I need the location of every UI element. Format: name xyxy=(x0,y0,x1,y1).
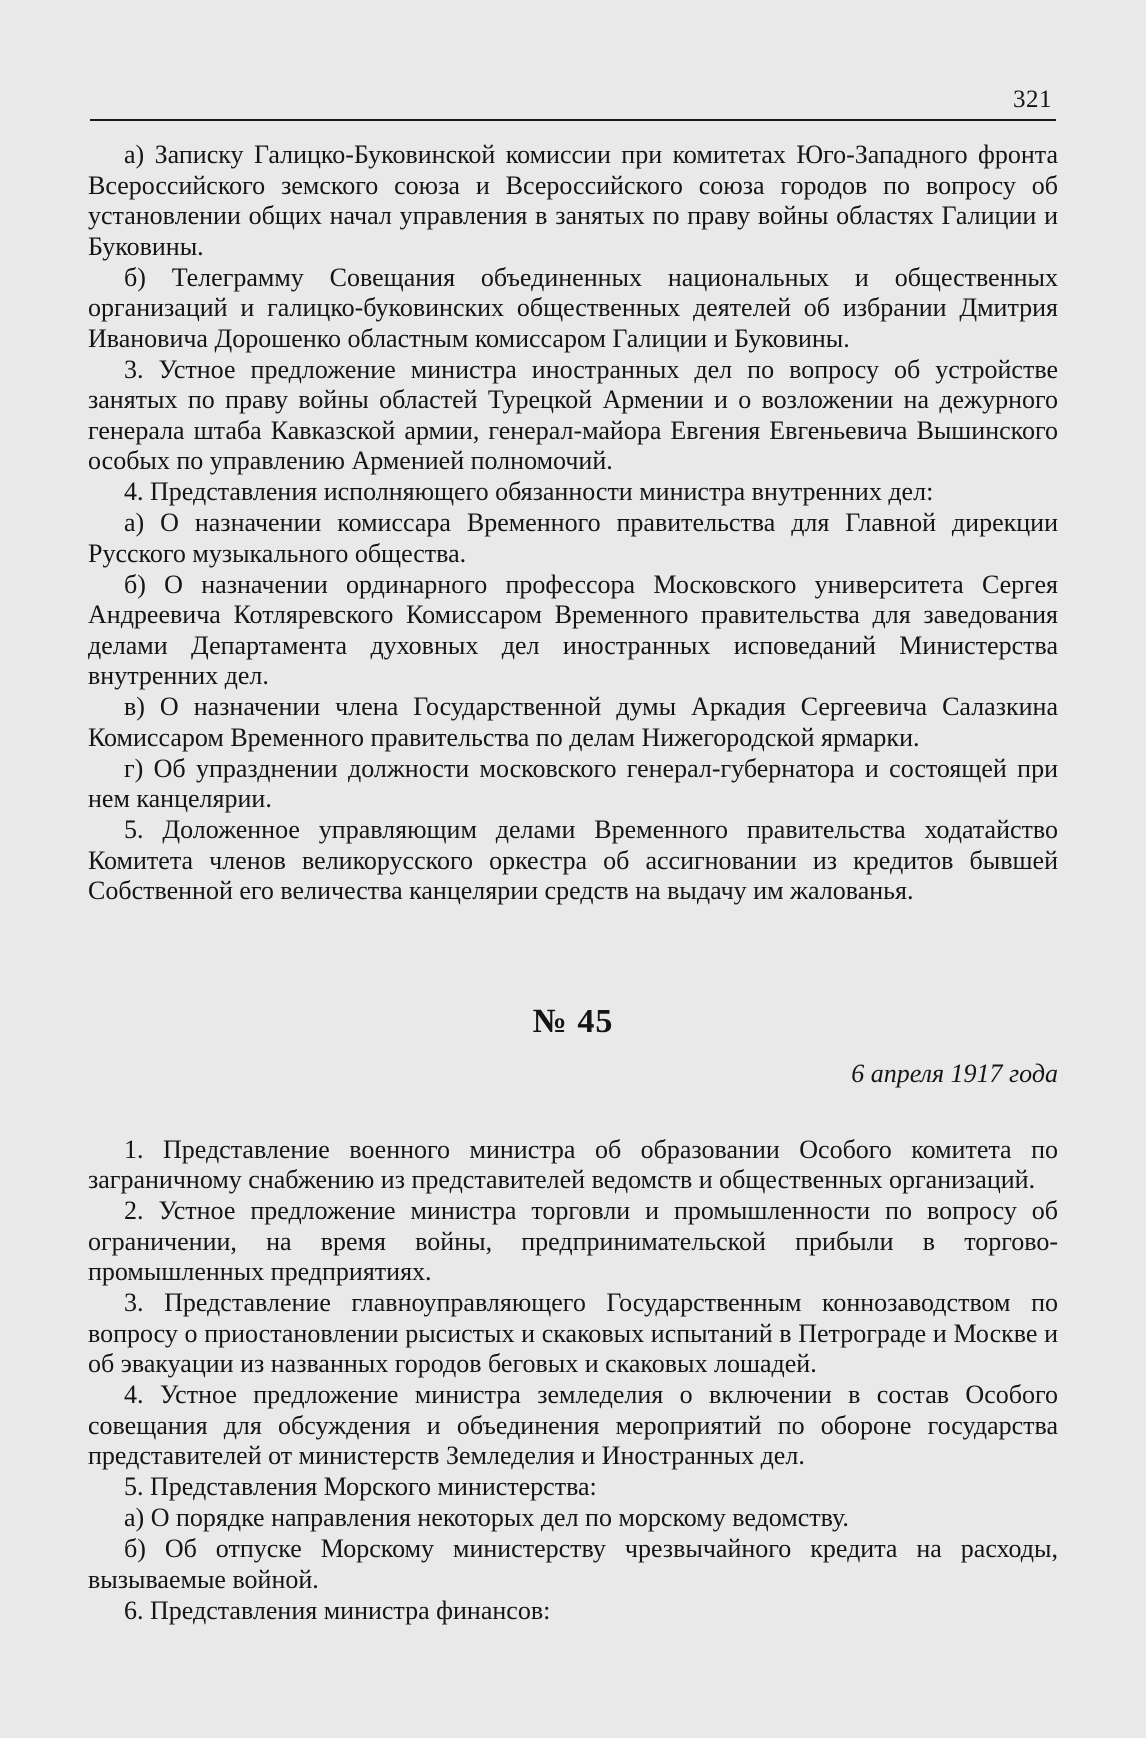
paragraph-item-5b: б) Об отпуске Морскому министерству чрезвычайного кредита на расходы, вызываемые войной. xyxy=(88,1534,1058,1594)
paragraph-item-5: 5. Доложенное управляющим делами Временного правительства ходатайство Комитета членов великорусского оркестра об ассигновании из кредитов бывшей Собственной его величества канцелярии средств на выдачу им жалованья. xyxy=(88,815,1058,905)
paragraph-item-5: 5. Представления Морского министерства: xyxy=(124,1472,597,1501)
paragraph-item-4: 4. Устное предложение министра земледелия о включении в состав Особого совещания для обсуждения и объединения мероприятий по обороне государства представителей от министерств Земледелия и Иностранных дел. xyxy=(88,1380,1058,1470)
paragraph-item-6: 6. Представления министра финансов: xyxy=(124,1595,551,1625)
section-previous-meeting xyxy=(88,140,1058,907)
header-rule xyxy=(90,119,1056,121)
paragraph-item-3: 3. Устное предложение министра иностранных дел по вопросу об устройстве занятых по праву войны областей Турецкой Армении и о возложении на дежурного генерала штаба Кавказской армии, генерал-майора Евгения Евгеньевича Вышинского особых по управлению Арменией полномочий. xyxy=(88,354,1058,475)
page-number: 321 xyxy=(1013,86,1052,113)
document-date: 6 апреля 1917 года xyxy=(851,1059,1058,1088)
document-number: № 45 xyxy=(532,1002,614,1040)
paragraph-telegramma: б) Телеграмму Совещания объединенных национальных и общественных организаций и галицко-буковинских общественных деятелей об избрании Дмитрия Ивановича Дорошенко областным комиссаром Галиции и Буковины. xyxy=(88,262,1058,353)
paragraph-item-2: 2. Устное предложение министра торговли и промышленности по вопросу об ограничении, на время войны, предпринимательской прибыли в торгово-промышленных предприятиях. xyxy=(88,1196,1058,1286)
paragraph-item-3: 3. Представление главноуправляющего Государственным коннозаводством по вопросу о приостановлении рысистых и скаковых испытаний в Петрограде и Москве и об эвакуации из названных городов беговых и скаковых лошадей. xyxy=(88,1288,1058,1378)
paragraph-item-4: 4. Представления исполняющего обязанности министра внутренних дел: xyxy=(124,477,934,506)
section-meeting-45 xyxy=(88,1135,1058,1627)
paragraph-item-4g: г) Об упразднении должности московского генерал-губернатора и состоящей при нем канцелярии. xyxy=(88,753,1058,813)
paragraph-item-5a: а) О порядке направления некоторых дел по морскому ведомству. xyxy=(124,1503,849,1532)
paragraph-item-4a: а) О назначении комиссара Временного правительства для Главной дирекции Русского музыкального общества. xyxy=(88,508,1058,568)
paragraph-item-4b: б) О назначении ординарного профессора Московского университета Сергея Андреевича Котляревского Комиссаром Временного правительства для заведования делами Департамента духовных дел иностранных исповеданий Министерства внутренних дел. xyxy=(88,569,1058,690)
paragraph-item-4v: в) О назначении члена Государственной думы Аркадия Сергеевича Салазкина Комиссаром Временного правительства по делам Нижегородской ярмарки. xyxy=(88,692,1058,752)
paragraph-zapiska: а) Записку Галицко-Буковинской комиссии при комитетах Юго-Западного фронта Всероссийского земского союза и Всероссийского союза городов по вопросу об установлении общих начал управления в занятых по праву войны областях Галиции и Буковины. xyxy=(88,140,1058,261)
page-content xyxy=(88,140,1058,1627)
paragraph-item-1: 1. Представление военного министра об образовании Особого комитета по заграничному снабжению из представителей ведомств и общественных организаций. xyxy=(88,1134,1058,1194)
